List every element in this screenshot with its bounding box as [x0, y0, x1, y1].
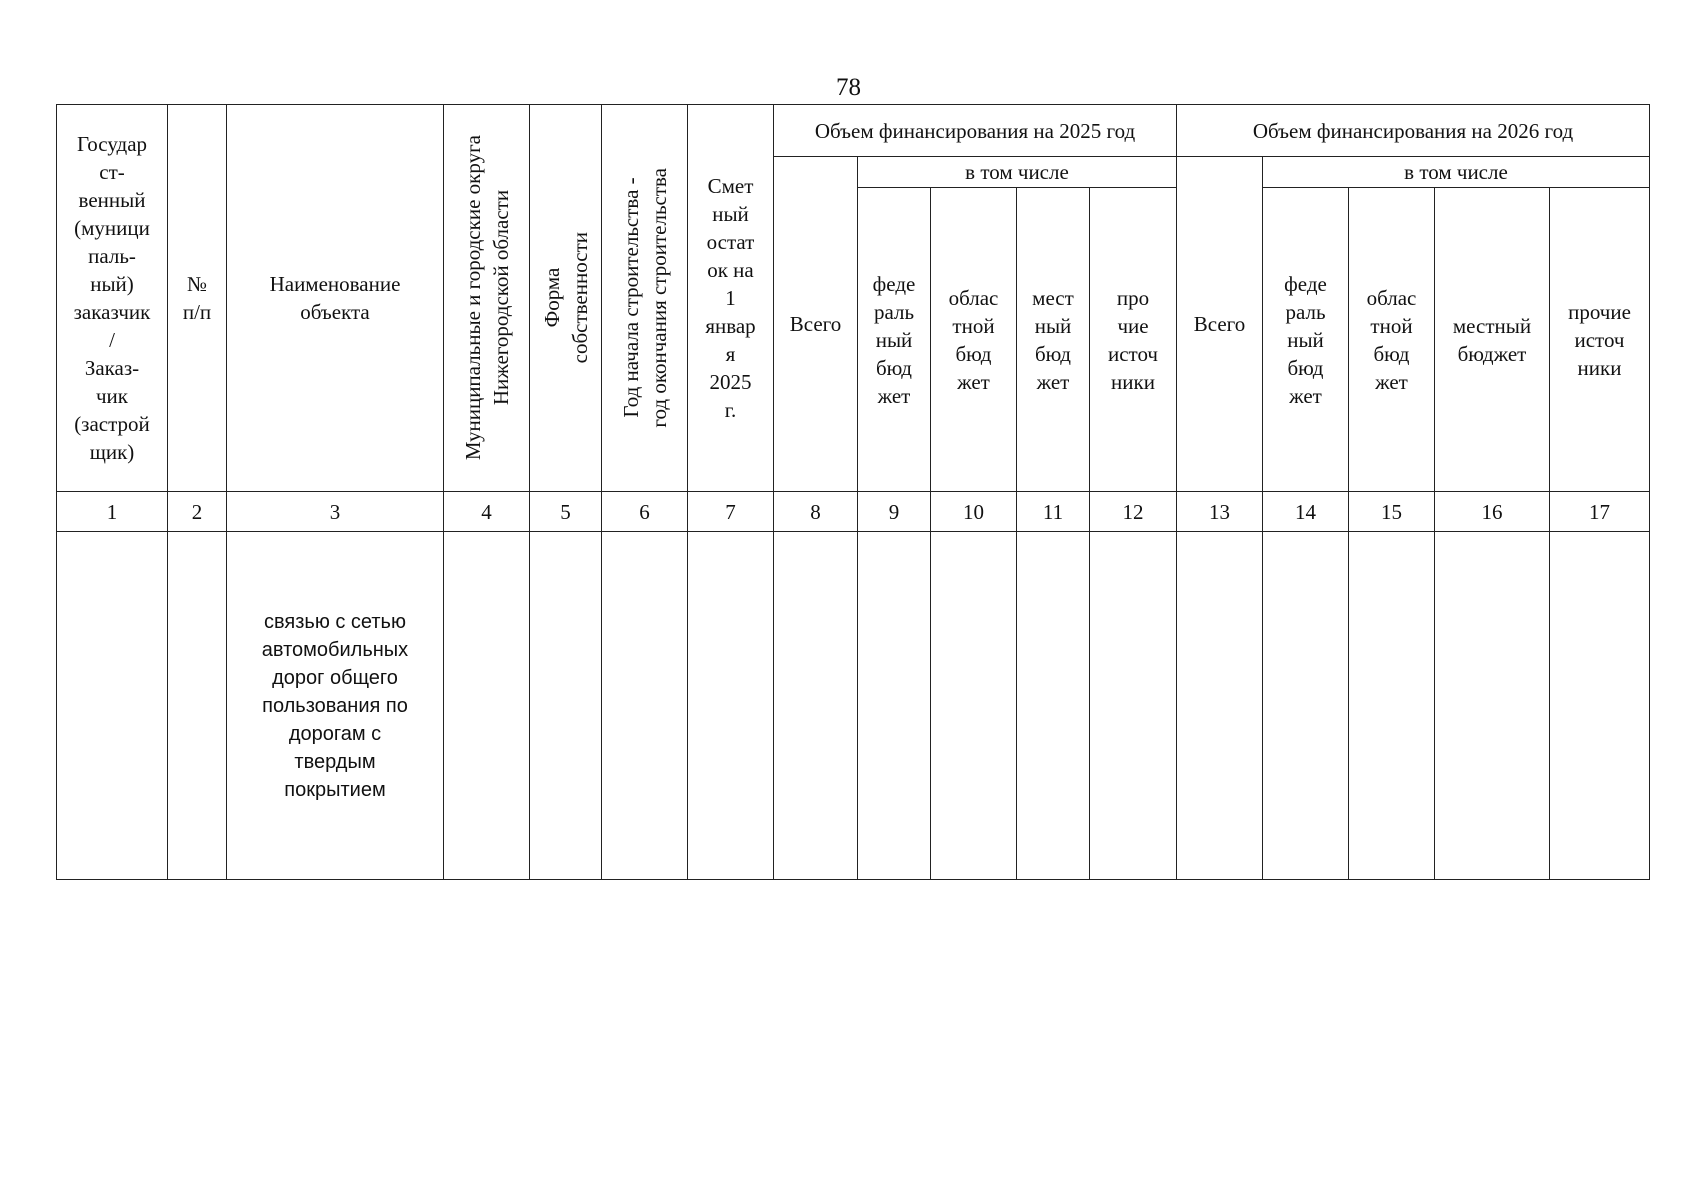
header-municipalities-cell [444, 105, 530, 492]
cell-2025-other [1090, 532, 1177, 880]
cell-2026-regional [1349, 532, 1435, 880]
column-number: 9 [858, 492, 931, 532]
cell-number [168, 532, 227, 880]
column-number: 1 [57, 492, 168, 532]
column-number: 8 [774, 492, 858, 532]
cell-estimate [688, 532, 774, 880]
header-2025-including: в том числе [858, 157, 1177, 188]
cell-municipality [444, 532, 530, 880]
column-number: 14 [1263, 492, 1349, 532]
column-number: 6 [602, 492, 688, 532]
column-number: 15 [1349, 492, 1435, 532]
header-number: № п/п [168, 105, 227, 492]
header-2026-federal: феде раль ный бюд жет [1263, 188, 1349, 492]
header-2025-federal: феде раль ный бюд жет [858, 188, 931, 492]
table-row [57, 532, 1650, 880]
column-number: 4 [444, 492, 530, 532]
header-customer: Государ ст- венный (муници паль- ный) заказчик / Заказ- чик (застрой щик) [57, 105, 168, 492]
cell-customer [57, 532, 168, 880]
cell-2026-total [1177, 532, 1263, 880]
page-number: 78 [836, 74, 861, 101]
cell-2026-other [1550, 532, 1650, 880]
cell-2026-local [1435, 532, 1550, 880]
column-number: 7 [688, 492, 774, 532]
header-ownership: Форма собственности [539, 232, 592, 364]
cell-2025-federal [858, 532, 931, 880]
header-2026-other: прочие источ ники [1550, 188, 1650, 492]
header-2025-other: про чие источ ники [1090, 188, 1177, 492]
header-years: Год начала строительства - год окончания строительства [618, 168, 671, 428]
funding-table [56, 104, 1650, 880]
header-funding-2026: Объем финансирования на 2026 год [1177, 105, 1650, 157]
column-number: 3 [227, 492, 444, 532]
header-2025-local: мест ный бюд жет [1017, 188, 1090, 492]
header-years-cell [602, 105, 688, 492]
cell-object-name: связью с сетью автомобильных дорог общего пользования по дорогам с твердым покрытием [227, 532, 444, 880]
cell-2025-total [774, 532, 858, 880]
header-2025-total: Всего [774, 157, 858, 492]
column-number: 11 [1017, 492, 1090, 532]
column-numbers-row [57, 492, 1650, 532]
header-estimate-balance: Смет ный остат ок на 1 январ я 2025 г. [688, 105, 774, 492]
column-number: 12 [1090, 492, 1177, 532]
cell-2026-federal [1263, 532, 1349, 880]
header-2026-regional: облас тной бюд жет [1349, 188, 1435, 492]
cell-2025-local [1017, 532, 1090, 880]
column-number: 5 [530, 492, 602, 532]
column-number: 13 [1177, 492, 1263, 532]
header-2026-total: Всего [1177, 157, 1263, 492]
header-2025-regional: облас тной бюд жет [931, 188, 1017, 492]
column-number: 2 [168, 492, 227, 532]
cell-years [602, 532, 688, 880]
column-number: 16 [1435, 492, 1550, 532]
cell-ownership [530, 532, 602, 880]
column-number: 17 [1550, 492, 1650, 532]
header-ownership-cell [530, 105, 602, 492]
header-funding-2025: Объем финансирования на 2025 год [774, 105, 1177, 157]
header-object-name: Наименование объекта [227, 105, 444, 492]
column-number: 10 [931, 492, 1017, 532]
header-2026-local: местный бюджет [1435, 188, 1550, 492]
header-2026-including: в том числе [1263, 157, 1650, 188]
header-municipalities: Муниципальные и городские округа Нижегородской области [460, 135, 513, 461]
cell-2025-regional [931, 532, 1017, 880]
